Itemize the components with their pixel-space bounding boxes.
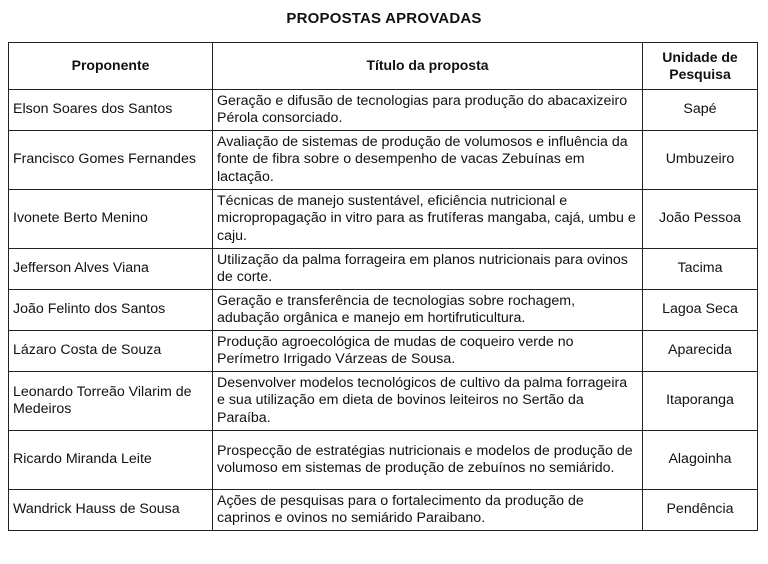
table-row <box>9 431 758 490</box>
proposals-table <box>8 42 758 531</box>
cell-titulo: Ações de pesquisas para o fortalecimento da produção de caprinos e ovinos no semiárido Paraibano. <box>213 490 643 531</box>
cell-titulo: Produção agroecológica de mudas de coqueiro verde no Perímetro Irrigado Várzeas de Sousa. <box>213 331 643 372</box>
cell-proponente: Leonardo Torreão Vilarim de Medeiros <box>9 372 213 431</box>
cell-titulo: Utilização da palma forrageira em planos nutricionais para ovinos de corte. <box>213 249 643 290</box>
cell-proponente: Wandrick Hauss de Sousa <box>9 490 213 531</box>
cell-titulo: Prospecção de estratégias nutricionais e modelos de produção de volumoso em sistemas de produção de zebuínos no semiárido. <box>213 431 643 490</box>
table-row <box>9 372 758 431</box>
cell-titulo: Geração e transferência de tecnologias sobre rochagem, adubação orgânica e manejo em hortifruticultura. <box>213 290 643 331</box>
table-row <box>9 290 758 331</box>
table-row <box>9 90 758 131</box>
header-titulo: Título da proposta <box>213 43 643 90</box>
cell-unidade: Sapé <box>643 90 758 131</box>
cell-unidade: Lagoa Seca <box>643 290 758 331</box>
cell-titulo: Geração e difusão de tecnologias para produção do abacaxizeiro Pérola consorciado. <box>213 90 643 131</box>
table-row <box>9 490 758 531</box>
cell-proponente: Lázaro Costa de Souza <box>9 331 213 372</box>
cell-proponente: Francisco Gomes Fernandes <box>9 131 213 190</box>
cell-titulo: Desenvolver modelos tecnológicos de cultivo da palma forrageira e sua utilização em dieta de bovinos leiteiros no Sertão da Paraíba. <box>213 372 643 431</box>
table-row <box>9 331 758 372</box>
page-title: PROPOSTAS APROVADAS <box>286 10 482 27</box>
cell-proponente: João Felinto dos Santos <box>9 290 213 331</box>
cell-proponente: Ricardo Miranda Leite <box>9 431 213 490</box>
cell-unidade: João Pessoa <box>643 190 758 249</box>
table-row <box>9 131 758 190</box>
table-header-row <box>9 43 758 90</box>
cell-titulo: Técnicas de manejo sustentável, eficiência nutricional e micropropagação in vitro para as frutíferas mangaba, cajá, umbu e caju. <box>213 190 643 249</box>
cell-unidade: Alagoinha <box>643 431 758 490</box>
table-row <box>9 249 758 290</box>
cell-unidade: Umbuzeiro <box>643 131 758 190</box>
cell-proponente: Ivonete Berto Menino <box>9 190 213 249</box>
header-proponente: Proponente <box>9 43 213 90</box>
cell-titulo: Avaliação de sistemas de produção de volumosos e influência da fonte de fibra sobre o desempenho de vacas Zebuínas em lactação. <box>213 131 643 190</box>
cell-unidade: Pendência <box>643 490 758 531</box>
cell-proponente: Jefferson Alves Viana <box>9 249 213 290</box>
table-row <box>9 190 758 249</box>
cell-unidade: Itaporanga <box>643 372 758 431</box>
header-unidade: Unidade de Pesquisa <box>643 43 758 90</box>
cell-unidade: Aparecida <box>643 331 758 372</box>
cell-unidade: Tacima <box>643 249 758 290</box>
cell-proponente: Elson Soares dos Santos <box>9 90 213 131</box>
